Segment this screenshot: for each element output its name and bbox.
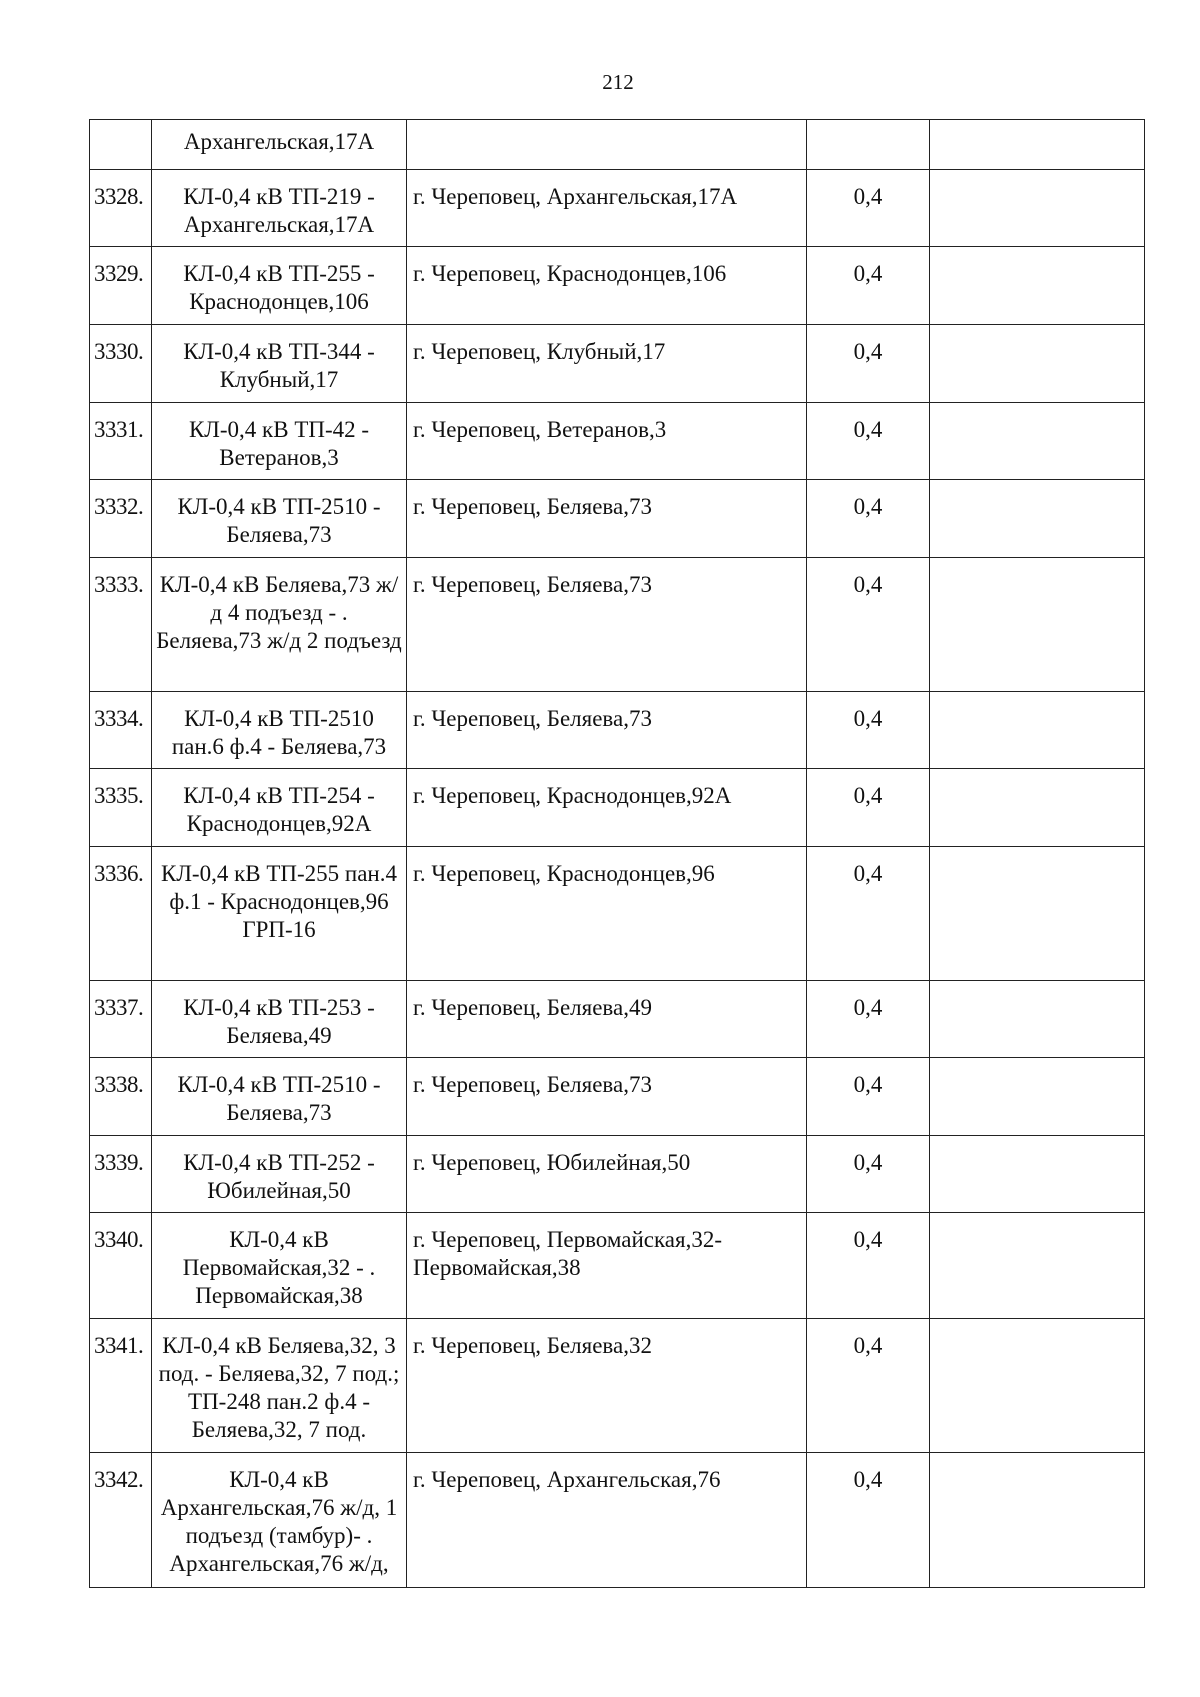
extra-cell	[930, 1319, 1145, 1453]
row-number-cell: 3335.	[90, 769, 152, 847]
address-cell	[407, 120, 807, 170]
voltage-cell: 0,4	[807, 247, 930, 325]
voltage-cell: 0,4	[807, 981, 930, 1058]
row-number-cell: 3339.	[90, 1136, 152, 1213]
table-body	[90, 120, 1145, 1588]
voltage-cell: 0,4	[807, 692, 930, 769]
row-number-cell	[90, 120, 152, 170]
extra-cell	[930, 558, 1145, 692]
row-number-cell: 3330.	[90, 325, 152, 403]
row-number-cell: 3336.	[90, 847, 152, 981]
address-cell: г. Череповец, Архангельская,17А	[407, 170, 807, 247]
table-row	[90, 769, 1145, 847]
line-name-cell: КЛ-0,4 кВ ТП-254 - Краснодонцев,92А	[152, 769, 407, 847]
line-name-cell: КЛ-0,4 кВ ТП-219 - Архангельская,17А	[152, 170, 407, 247]
extra-cell	[930, 981, 1145, 1058]
table-row	[90, 1453, 1145, 1588]
address-cell: г. Череповец, Беляева,73	[407, 1058, 807, 1136]
extra-cell	[930, 403, 1145, 480]
voltage-cell: 0,4	[807, 325, 930, 403]
voltage-cell: 0,4	[807, 558, 930, 692]
line-name-cell: КЛ-0,4 кВ ТП-252 - Юбилейная,50	[152, 1136, 407, 1213]
voltage-cell: 0,4	[807, 847, 930, 981]
row-number-cell: 3337.	[90, 981, 152, 1058]
voltage-cell: 0,4	[807, 769, 930, 847]
voltage-cell: 0,4	[807, 1058, 930, 1136]
address-cell: г. Череповец, Беляева,49	[407, 981, 807, 1058]
voltage-cell: 0,4	[807, 1453, 930, 1588]
address-cell: г. Череповец, Краснодонцев,106	[407, 247, 807, 325]
extra-cell	[930, 1453, 1145, 1588]
voltage-cell: 0,4	[807, 1319, 930, 1453]
table-row	[90, 325, 1145, 403]
row-number-cell: 3342.	[90, 1453, 152, 1588]
table-row	[90, 403, 1145, 480]
extra-cell	[930, 120, 1145, 170]
address-cell: г. Череповец, Беляева,32	[407, 1319, 807, 1453]
row-number-cell: 3332.	[90, 480, 152, 558]
line-name-cell: КЛ-0,4 кВ ТП-2510 пан.6 ф.4 - Беляева,73	[152, 692, 407, 769]
address-cell: г. Череповец, Архангельская,76	[407, 1453, 807, 1588]
row-number-cell: 3331.	[90, 403, 152, 480]
address-cell: г. Череповец, Юбилейная,50	[407, 1136, 807, 1213]
extra-cell	[930, 170, 1145, 247]
line-name-cell: Архангельская,17А	[152, 120, 407, 170]
table-row	[90, 170, 1145, 247]
extra-cell	[930, 847, 1145, 981]
address-cell: г. Череповец, Краснодонцев,92А	[407, 769, 807, 847]
extra-cell	[930, 769, 1145, 847]
address-cell: г. Череповец, Краснодонцев,96	[407, 847, 807, 981]
line-name-cell: КЛ-0,4 кВ ТП-255 - Краснодонцев,106	[152, 247, 407, 325]
extra-cell	[930, 247, 1145, 325]
row-number-cell: 3333.	[90, 558, 152, 692]
address-cell: г. Череповец, Клубный,17	[407, 325, 807, 403]
row-number-cell: 3341.	[90, 1319, 152, 1453]
address-cell: г. Череповец, Беляева,73	[407, 692, 807, 769]
table-row	[90, 480, 1145, 558]
row-number-cell: 3338.	[90, 1058, 152, 1136]
extra-cell	[930, 692, 1145, 769]
table-row	[90, 692, 1145, 769]
page-number: 212	[602, 70, 634, 94]
address-cell: г. Череповец, Беляева,73	[407, 480, 807, 558]
row-number-cell: 3334.	[90, 692, 152, 769]
table-row	[90, 120, 1145, 170]
line-name-cell: КЛ-0,4 кВ Беляева,32, 3 под. - Беляева,32, 7 под.; ТП-248 пан.2 ф.4 - Беляева,32, 7 под.	[152, 1319, 407, 1453]
extra-cell	[930, 480, 1145, 558]
table-row	[90, 847, 1145, 981]
address-cell: г. Череповец, Ветеранов,3	[407, 403, 807, 480]
line-name-cell: КЛ-0,4 кВ ТП-2510 - Беляева,73	[152, 1058, 407, 1136]
row-number-cell: 3329.	[90, 247, 152, 325]
table-row	[90, 1058, 1145, 1136]
table-row	[90, 247, 1145, 325]
line-name-cell: КЛ-0,4 кВ ТП-42 - Ветеранов,3	[152, 403, 407, 480]
address-cell: г. Череповец, Беляева,73	[407, 558, 807, 692]
row-number-cell: 3340.	[90, 1213, 152, 1319]
address-cell: г. Череповец, Первомайская,32-Первомайская,38	[407, 1213, 807, 1319]
voltage-cell: 0,4	[807, 1213, 930, 1319]
registry-table	[89, 119, 1145, 1588]
extra-cell	[930, 1136, 1145, 1213]
table-row	[90, 981, 1145, 1058]
line-name-cell: КЛ-0,4 кВ Архангельская,76 ж/д, 1 подъезд (тамбур)- . Архангельская,76 ж/д,	[152, 1453, 407, 1588]
voltage-cell: 0,4	[807, 1136, 930, 1213]
extra-cell	[930, 325, 1145, 403]
table-row	[90, 1319, 1145, 1453]
line-name-cell: КЛ-0,4 кВ Первомайская,32 - . Первомайская,38	[152, 1213, 407, 1319]
voltage-cell: 0,4	[807, 403, 930, 480]
line-name-cell: КЛ-0,4 кВ Беляева,73 ж/д 4 подъезд - . Беляева,73 ж/д 2 подъезд	[152, 558, 407, 692]
extra-cell	[930, 1058, 1145, 1136]
line-name-cell: КЛ-0,4 кВ ТП-2510 - Беляева,73	[152, 480, 407, 558]
voltage-cell: 0,4	[807, 170, 930, 247]
line-name-cell: КЛ-0,4 кВ ТП-255 пан.4 ф.1 - Краснодонцев,96 ГРП-16	[152, 847, 407, 981]
voltage-cell: 0,4	[807, 480, 930, 558]
table-row	[90, 558, 1145, 692]
extra-cell	[930, 1213, 1145, 1319]
table-row	[90, 1136, 1145, 1213]
row-number-cell: 3328.	[90, 170, 152, 247]
table-row	[90, 1213, 1145, 1319]
line-name-cell: КЛ-0,4 кВ ТП-344 - Клубный,17	[152, 325, 407, 403]
voltage-cell	[807, 120, 930, 170]
line-name-cell: КЛ-0,4 кВ ТП-253 - Беляева,49	[152, 981, 407, 1058]
